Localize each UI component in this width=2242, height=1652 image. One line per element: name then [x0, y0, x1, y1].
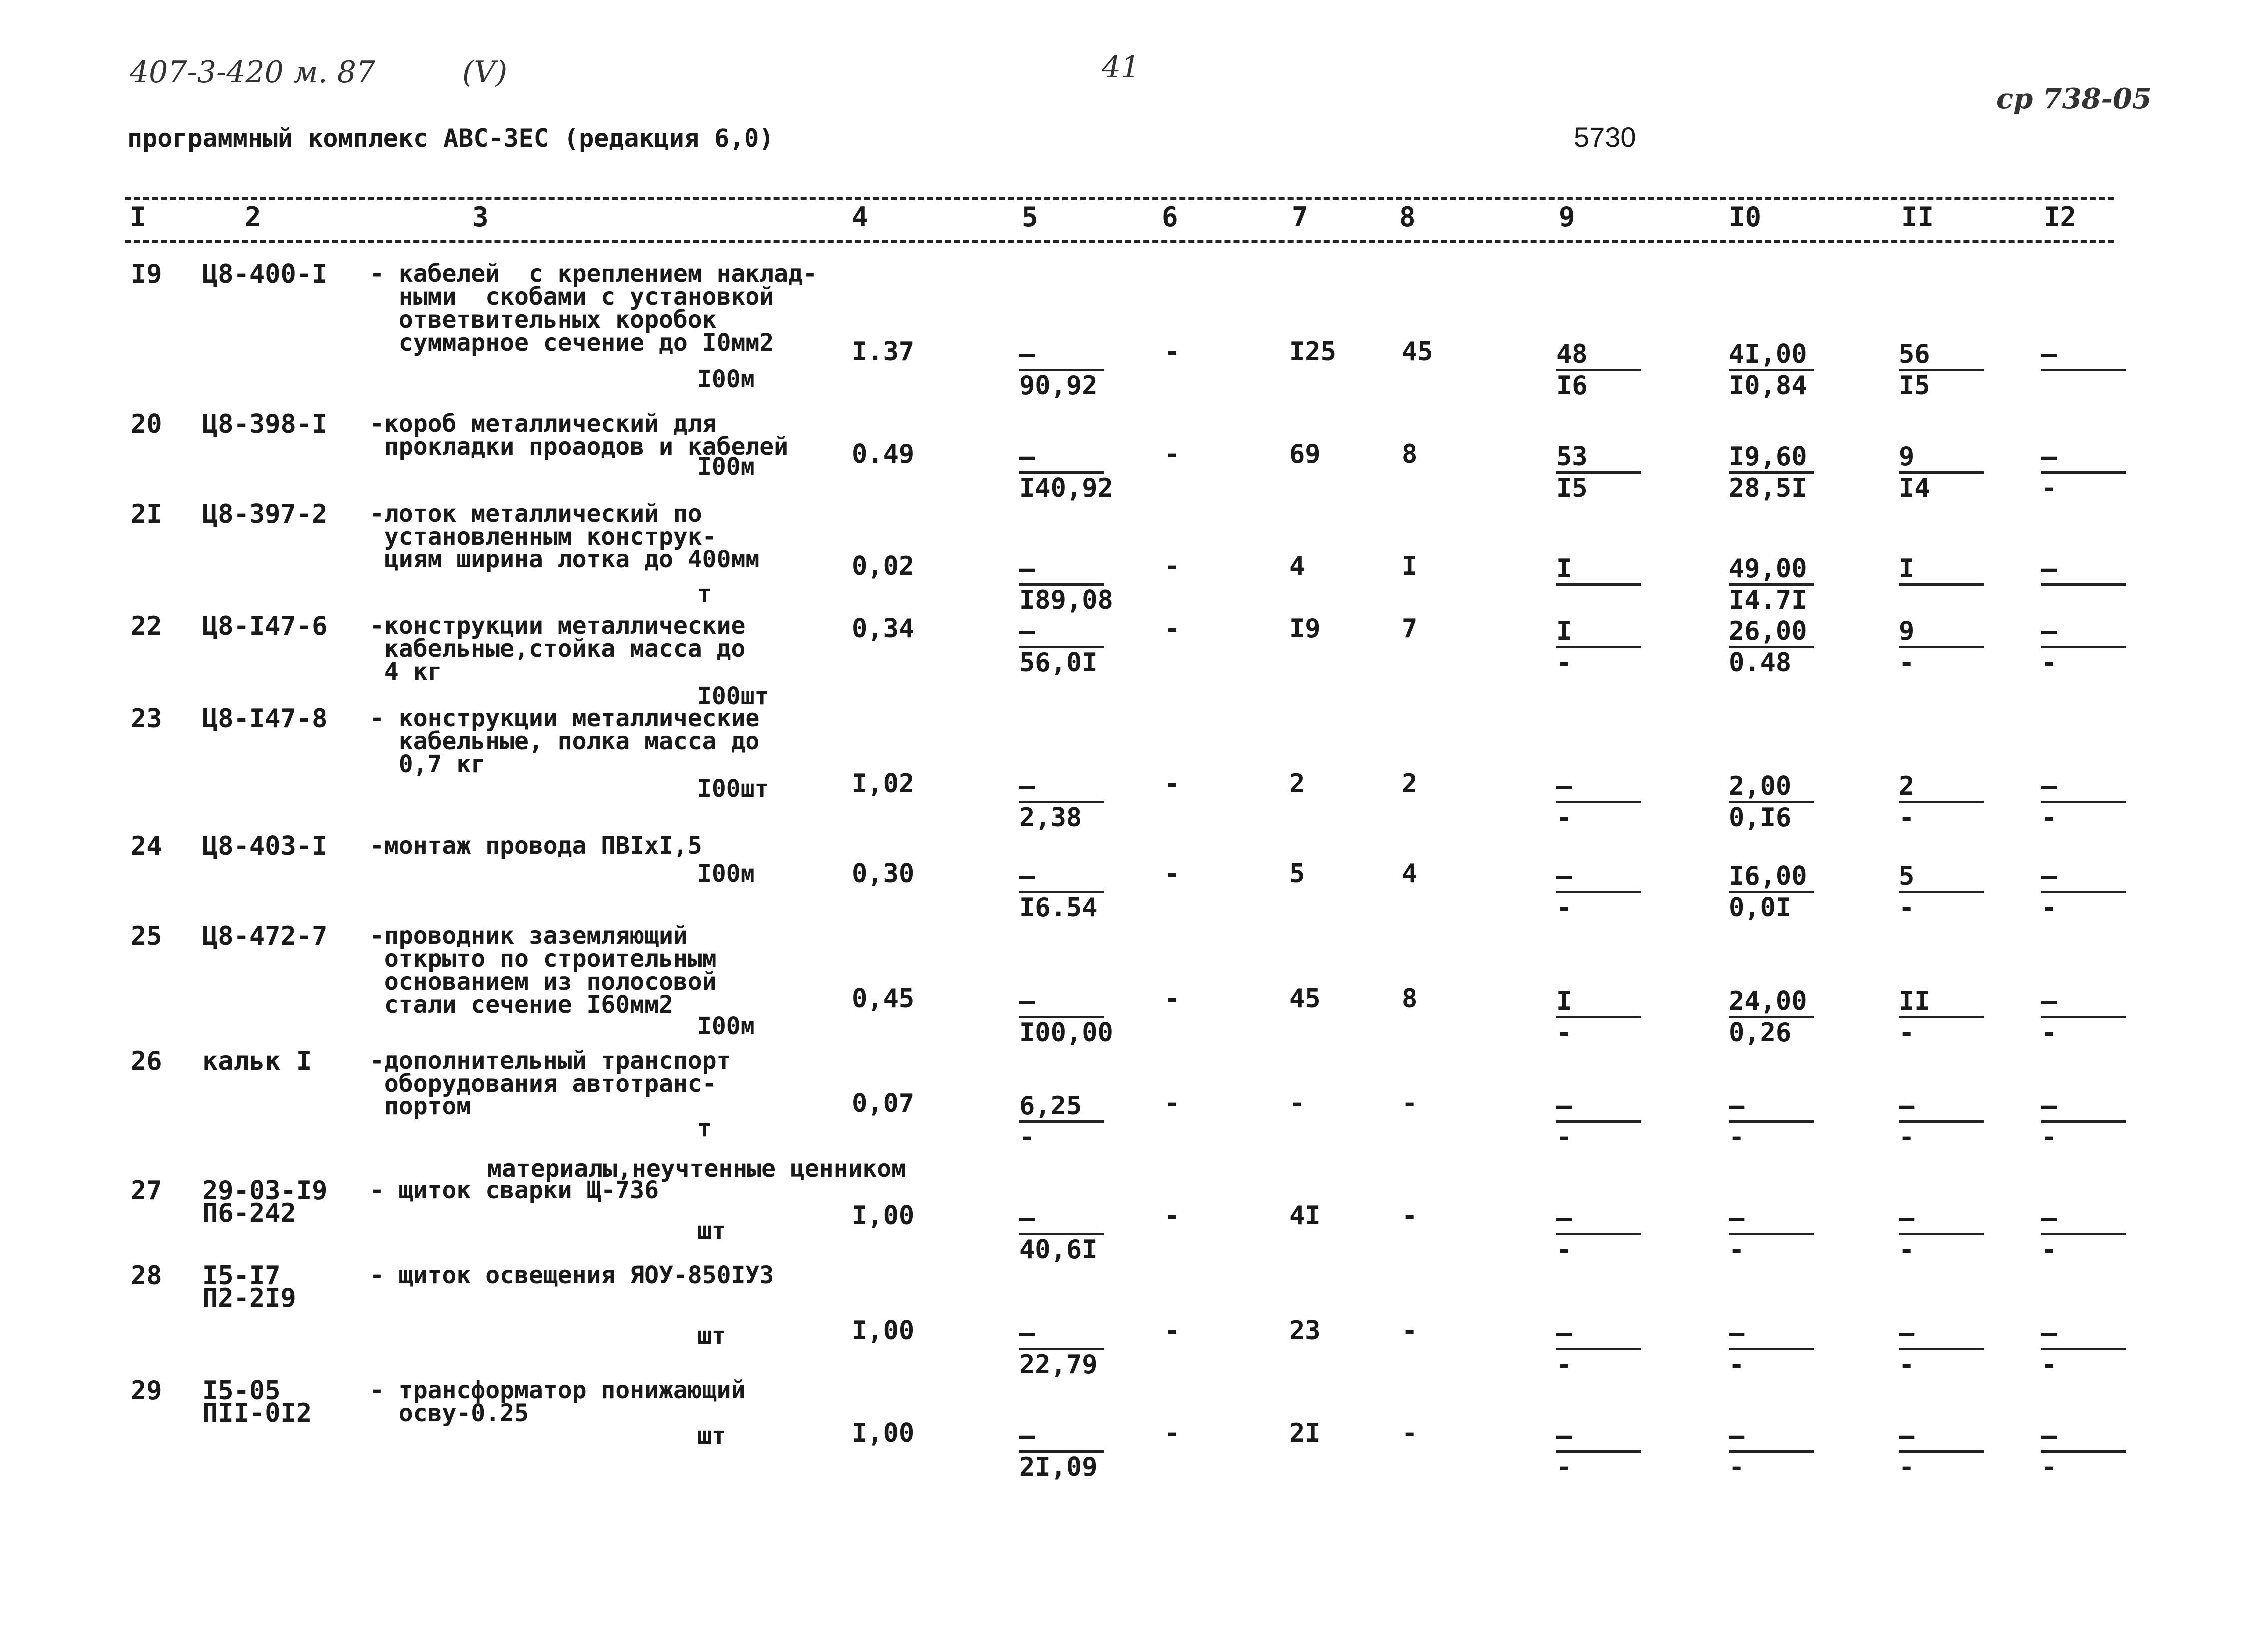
- unit-cost: [1019, 1319, 1104, 1379]
- col-9-value-denominator: I5: [1556, 473, 1588, 503]
- work-description: -короб металлический для прокладки проаодов и кабелей: [370, 410, 789, 461]
- document-code: 407-3-420 м. 87: [130, 55, 376, 90]
- col-10-value-denominator: I4.7I: [1729, 585, 1807, 615]
- col-7-value: 69: [1289, 439, 1321, 469]
- col-8-value: -: [1402, 1418, 1418, 1448]
- col-6-value: -: [1164, 614, 1180, 644]
- unit-cost-numerator: –: [1019, 1421, 1104, 1453]
- col-9-value: [1556, 340, 1641, 400]
- norm-code: 29-03-I9: [202, 1176, 328, 1206]
- column-header-6: 6: [1162, 201, 1178, 233]
- col-11-value: [1899, 1204, 1984, 1264]
- col-11-value-numerator: –: [1899, 1092, 1984, 1123]
- col-12-value-denominator: -: [2041, 1350, 2057, 1380]
- col-11-value-numerator: –: [1899, 1421, 1984, 1453]
- col-10-value-numerator: –: [1729, 1319, 1814, 1350]
- col-9-value-denominator: -: [1556, 648, 1572, 678]
- col-12-value-denominator: -: [2041, 1018, 2057, 1048]
- norm-code: Ц8-I47-6: [202, 611, 328, 641]
- col-9-value-numerator: I: [1556, 617, 1641, 648]
- col-9-value-denominator: [1556, 586, 1641, 615]
- col-10-value-denominator: 0,I6: [1729, 803, 1792, 833]
- revision-mark: (V): [462, 55, 508, 90]
- row-number: 27: [131, 1176, 162, 1206]
- quantity: 0.49: [852, 439, 915, 469]
- col-12-value-numerator: –: [2041, 617, 2126, 648]
- col-11-value-denominator: -: [1899, 1018, 1915, 1048]
- col-10-value-denominator: -: [1729, 1350, 1745, 1380]
- header-rule-bottom: [125, 240, 2114, 243]
- column-header-4: 4: [852, 201, 868, 233]
- col-11-value-denominator: -: [1899, 648, 1915, 678]
- quantity: I.37: [852, 337, 915, 367]
- quantity: 0,07: [852, 1089, 915, 1118]
- col-9-value-numerator: –: [1556, 1421, 1641, 1453]
- unit-cost-numerator: 6,25: [1019, 1092, 1104, 1123]
- col-9-value: [1556, 1319, 1641, 1379]
- col-10-value: [1729, 1319, 1814, 1379]
- col-8-value: 8: [1402, 984, 1418, 1014]
- col-7-value: 2I: [1289, 1418, 1321, 1448]
- col-10-value-numerator: 24,00: [1729, 987, 1814, 1018]
- col-12-value-denominator: -: [2041, 1122, 2057, 1152]
- col-7-value: -: [1289, 1089, 1305, 1118]
- col-10-value-denominator: -: [1729, 1235, 1745, 1265]
- quantity: I,00: [852, 1316, 915, 1346]
- col-12-value: [2041, 862, 2126, 922]
- col-8-value: 8: [1402, 439, 1418, 469]
- column-header-11: II: [1901, 201, 1934, 233]
- col-11-value-numerator: –: [1899, 1204, 1984, 1235]
- row-number: I9: [131, 259, 162, 289]
- col-12-value: [2041, 987, 2126, 1047]
- norm-code: Ц8-472-7: [202, 921, 328, 951]
- unit-cost: [1019, 617, 1104, 677]
- col-10-value: [1729, 617, 1814, 677]
- col-9-value-denominator: -: [1556, 803, 1572, 833]
- column-header-1: I: [130, 201, 146, 233]
- col-10-value-numerator: I9,60: [1729, 442, 1814, 474]
- col-8-value: -: [1402, 1201, 1418, 1231]
- col-12-value: [2041, 1092, 2126, 1152]
- col-9-value: [1556, 1204, 1641, 1264]
- column-header-10: I0: [1729, 201, 1762, 233]
- col-12-value-denominator: -: [2041, 803, 2057, 833]
- col-10-value-numerator: –: [1729, 1204, 1814, 1235]
- col-11-value-numerator: –: [1899, 1319, 1984, 1350]
- col-11-value-denominator: -: [1899, 1452, 1915, 1482]
- col-11-value: [1899, 554, 1984, 615]
- unit-of-measure: шт: [697, 1217, 726, 1245]
- col-9-value-denominator: -: [1556, 1122, 1572, 1152]
- col-7-value: 5: [1289, 859, 1305, 889]
- col-10-value: [1729, 1204, 1814, 1264]
- col-10-value-numerator: 26,00: [1729, 617, 1814, 648]
- unit-cost: [1019, 1204, 1104, 1264]
- col-12-value-denominator: -: [2041, 893, 2057, 923]
- col-10-value-denominator: 0,26: [1729, 1018, 1792, 1048]
- col-10-value: [1729, 1092, 1814, 1152]
- col-9-value: [1556, 442, 1641, 503]
- quantity: I,00: [852, 1418, 915, 1448]
- col-9-value-denominator: I6: [1556, 371, 1588, 401]
- row-number: 20: [131, 409, 162, 439]
- unit-cost: [1019, 340, 1104, 400]
- col-11-value-numerator: 2: [1899, 772, 1984, 803]
- column-header-9: 9: [1559, 201, 1575, 233]
- col-9-value: [1556, 1421, 1641, 1482]
- col-11-value-denominator: I4: [1899, 473, 1930, 503]
- col-12-value: [2041, 772, 2126, 832]
- col-12-value-denominator: -: [2041, 648, 2057, 678]
- work-description: - щиток освещения ЯОУ-850IУ3: [370, 1261, 774, 1289]
- col-12-value-denominator: [2041, 371, 2126, 400]
- quantity: 0,34: [852, 614, 915, 644]
- col-9-value: [1556, 554, 1641, 615]
- col-11-value-numerator: 5: [1899, 862, 1984, 893]
- unit-of-measure: шт: [697, 1322, 726, 1350]
- col-11-value: [1899, 1319, 1984, 1379]
- unit-cost-denominator: I6.54: [1019, 893, 1098, 923]
- norm-code-secondary: П6-242: [202, 1198, 296, 1228]
- unit-cost: [1019, 986, 1113, 1048]
- col-12-value-numerator: –: [2041, 442, 2126, 474]
- quantity: 0,30: [852, 859, 915, 889]
- unit-cost-denominator: 40,6I: [1019, 1235, 1098, 1265]
- col-8-value: -: [1402, 1316, 1418, 1346]
- column-header-5: 5: [1022, 201, 1038, 233]
- work-description: -конструкции металлические кабельные,стойка масса до 4 кг: [370, 612, 746, 686]
- column-header-3: 3: [472, 201, 489, 233]
- unit-cost-numerator: –: [1019, 340, 1104, 371]
- unit-cost: [1019, 772, 1104, 832]
- column-header-2: 2: [245, 201, 261, 233]
- work-description: -проводник заземляющий открыто по строительным основанием из полосовой стали сечение I60мм2: [370, 922, 717, 1019]
- col-10-value-denominator: I0,84: [1729, 371, 1807, 401]
- work-description: - щиток сварки Щ-736: [370, 1176, 659, 1204]
- unit-cost: [1019, 442, 1113, 503]
- col-10-value: [1729, 554, 1814, 615]
- col-7-value: I9: [1289, 614, 1321, 644]
- col-9-value-numerator: I: [1556, 987, 1641, 1018]
- col-8-value: 45: [1402, 337, 1433, 367]
- col-9-value: [1556, 862, 1641, 922]
- program-title: программный комплекс АВС-3ЕС (редакция 6,0): [127, 124, 774, 153]
- norm-code: Ц8-I47-8: [202, 704, 328, 734]
- col-6-value: -: [1164, 859, 1180, 889]
- col-12-value: [2041, 554, 2126, 615]
- col-8-value: 4: [1402, 859, 1418, 889]
- work-description: -дополнительный транспорт оборудования автотранс- портом: [370, 1047, 731, 1120]
- header-rule-top: [125, 197, 2114, 200]
- col-6-value: -: [1164, 769, 1180, 799]
- col-12-value: [2041, 617, 2126, 677]
- row-number: 29: [131, 1376, 162, 1406]
- col-10-value-numerator: 2,00: [1729, 772, 1814, 803]
- col-9-value-numerator: I: [1556, 554, 1641, 586]
- unit-cost-denominator: -: [1019, 1122, 1035, 1152]
- quantity: 0,45: [852, 984, 915, 1014]
- col-10-value-numerator: 49,00: [1729, 554, 1814, 586]
- unit-of-measure: I00м: [697, 453, 755, 481]
- row-number: 22: [131, 611, 162, 641]
- col-10-value-numerator: I6,00: [1729, 862, 1814, 893]
- work-description: -монтаж провода ПВIхI,5: [370, 832, 702, 860]
- norm-code: I5-I7: [202, 1261, 281, 1291]
- col-10-value-denominator: 28,5I: [1729, 473, 1807, 503]
- row-number: 23: [131, 704, 162, 734]
- col-9-value-numerator: 48: [1556, 340, 1641, 371]
- col-6-value: -: [1164, 551, 1180, 581]
- unit-cost-denominator: 56,0I: [1019, 648, 1098, 678]
- col-9-value-numerator: –: [1556, 772, 1641, 803]
- col-6-value: -: [1164, 1201, 1180, 1231]
- unit-cost-denominator: I00,00: [1019, 1018, 1113, 1048]
- col-7-value: 4I: [1289, 1201, 1321, 1231]
- col-9-value-denominator: -: [1556, 1350, 1572, 1380]
- col-11-value: [1899, 987, 1984, 1047]
- col-12-value-numerator: –: [2041, 862, 2126, 893]
- row-number: 28: [131, 1261, 162, 1291]
- row-number: 25: [131, 921, 162, 951]
- work-description: - трансформатор понижающий осву-0.25: [370, 1376, 746, 1427]
- unit-of-measure: I00м: [697, 1012, 755, 1040]
- unit-of-measure: I00м: [697, 365, 755, 393]
- unit-of-measure: т: [697, 1114, 712, 1142]
- col-10-value-numerator: 4I,00: [1729, 340, 1814, 371]
- col-11-value: [1899, 862, 1984, 922]
- col-11-value: [1899, 772, 1984, 832]
- col-10-value-denominator: 0.48: [1729, 648, 1792, 678]
- unit-of-measure: шт: [697, 1422, 726, 1450]
- col-11-value: [1899, 340, 1984, 400]
- col-9-value: [1556, 1092, 1641, 1152]
- col-9-value-denominator: -: [1556, 1018, 1572, 1048]
- work-description: - кабелей с креплением наклад- ными скобами с установкой ответвительных коробок суммарное сечение до I0мм2: [370, 260, 817, 357]
- norm-code: Ц8-403-I: [202, 831, 328, 861]
- column-header-12: I2: [2044, 201, 2077, 233]
- col-9-value: [1556, 617, 1641, 677]
- col-6-value: -: [1164, 337, 1180, 367]
- col-11-value-denominator: -: [1899, 803, 1915, 833]
- col-6-value: -: [1164, 1316, 1180, 1346]
- col-6-value: -: [1164, 1089, 1180, 1118]
- col-11-value-numerator: 9: [1899, 442, 1984, 474]
- unit-cost-denominator: I40,92: [1019, 473, 1113, 503]
- col-12-value-numerator: –: [2041, 340, 2126, 371]
- col-12-value: [2041, 340, 2126, 400]
- col-11-value-denominator: [1899, 586, 1984, 615]
- unit-of-measure: I00м: [697, 860, 755, 888]
- column-header-8: 8: [1399, 201, 1416, 233]
- unit-cost-denominator: I89,08: [1019, 585, 1113, 615]
- col-10-value-denominator: -: [1729, 1452, 1745, 1482]
- col-9-value-denominator: -: [1556, 1235, 1572, 1265]
- col-8-value: 7: [1402, 614, 1418, 644]
- col-7-value: I25: [1289, 337, 1336, 367]
- unit-cost: [1019, 862, 1104, 922]
- col-6-value: -: [1164, 1418, 1180, 1448]
- col-12-value: [2041, 1319, 2126, 1379]
- col-7-value: 4: [1289, 551, 1305, 581]
- col-7-value: 45: [1289, 984, 1321, 1014]
- col-12-value-numerator: –: [2041, 554, 2126, 586]
- work-description: -лоток металлический по установленным конструк- циям ширина лотка до 400мм: [370, 500, 760, 573]
- col-10-value-numerator: –: [1729, 1092, 1814, 1123]
- col-12-value-numerator: –: [2041, 1092, 2126, 1123]
- sheet-number: 5730: [1574, 121, 1636, 153]
- unit-of-measure: т: [697, 580, 712, 608]
- col-12-value: [2041, 442, 2126, 503]
- quantity: 0,02: [852, 551, 915, 581]
- col-11-value-denominator: -: [1899, 1122, 1915, 1152]
- col-12-value-denominator: [2041, 586, 2126, 615]
- col-8-value: -: [1402, 1089, 1418, 1118]
- norm-code: Ц8-400-I: [202, 259, 328, 289]
- unit-cost: [1019, 1092, 1104, 1152]
- col-8-value: I: [1402, 551, 1418, 581]
- col-7-value: 23: [1289, 1316, 1321, 1346]
- col-12-value-numerator: –: [2041, 772, 2126, 803]
- col-9-value-numerator: –: [1556, 1319, 1641, 1350]
- quantity: I,00: [852, 1201, 915, 1231]
- col-11-value: [1899, 442, 1984, 503]
- col-12-value-numerator: –: [2041, 1319, 2126, 1350]
- col-11-value-denominator: -: [1899, 893, 1915, 923]
- col-12-value-denominator: -: [2041, 473, 2057, 503]
- col-9-value-numerator: –: [1556, 1204, 1641, 1235]
- col-11-value-denominator: -: [1899, 1350, 1915, 1380]
- col-11-value: [1899, 617, 1984, 677]
- col-10-value: [1729, 340, 1814, 400]
- col-11-value-numerator: 9: [1899, 617, 1984, 648]
- col-12-value-numerator: –: [2041, 987, 2126, 1018]
- unit-cost: [1019, 1421, 1104, 1482]
- col-10-value: [1729, 987, 1814, 1047]
- norm-code-secondary: ПII-0I2: [202, 1398, 312, 1428]
- row-number: 26: [131, 1046, 162, 1076]
- unit-cost-numerator: –: [1019, 772, 1104, 803]
- quantity: I,02: [852, 769, 915, 799]
- col-9-value: [1556, 987, 1641, 1047]
- col-12-value: [2041, 1421, 2126, 1482]
- col-11-value-numerator: II: [1899, 987, 1984, 1018]
- col-12-value-denominator: -: [2041, 1452, 2057, 1482]
- unit-cost-numerator: –: [1019, 442, 1104, 474]
- page-number: 41: [1102, 50, 1140, 85]
- col-10-value: [1729, 862, 1814, 922]
- col-10-value-denominator: -: [1729, 1122, 1745, 1152]
- col-12-value-numerator: –: [2041, 1421, 2126, 1453]
- col-10-value: [1729, 442, 1814, 503]
- col-11-value-denominator: -: [1899, 1235, 1915, 1265]
- unit-of-measure: I00шт: [697, 775, 769, 803]
- unit-cost-denominator: 2I,09: [1019, 1452, 1098, 1482]
- col-9-value-denominator: -: [1556, 893, 1572, 923]
- col-11-value: [1899, 1092, 1984, 1152]
- col-9-value-numerator: –: [1556, 862, 1641, 893]
- column-header-7: 7: [1292, 201, 1308, 233]
- col-12-value: [2041, 1204, 2126, 1264]
- col-11-value-denominator: I5: [1899, 371, 1930, 401]
- col-10-value-denominator: 0,0I: [1729, 893, 1792, 923]
- corner-code: ср 738-05: [1996, 82, 2152, 115]
- unit-cost-numerator: –: [1019, 987, 1104, 1018]
- norm-code-secondary: П2-2I9: [202, 1283, 296, 1313]
- unit-cost-denominator: 2,38: [1019, 803, 1082, 833]
- unit-cost-numerator: –: [1019, 617, 1104, 648]
- unit-cost: [1019, 554, 1113, 615]
- work-description: - конструкции металлические кабельные, полка масса до 0,7 кг: [370, 704, 760, 778]
- col-10-value: [1729, 1421, 1814, 1482]
- norm-code: I5-05: [202, 1376, 281, 1406]
- unit-of-measure: I00шт: [697, 682, 769, 710]
- unit-cost-numerator: –: [1019, 1204, 1104, 1235]
- col-9-value: [1556, 772, 1641, 832]
- row-number: 2I: [131, 499, 162, 529]
- section-materials-title: материалы,неучтенные ценником: [487, 1155, 906, 1183]
- unit-cost-denominator: 22,79: [1019, 1350, 1098, 1380]
- col-11-value-numerator: I: [1899, 554, 1984, 586]
- col-12-value-numerator: –: [2041, 1204, 2126, 1235]
- col-11-value: [1899, 1421, 1984, 1482]
- col-9-value-denominator: -: [1556, 1452, 1572, 1482]
- row-number: 24: [131, 831, 162, 861]
- col-9-value-numerator: 53: [1556, 442, 1641, 474]
- col-9-value-numerator: –: [1556, 1092, 1641, 1123]
- unit-cost-numerator: –: [1019, 1319, 1104, 1350]
- col-6-value: -: [1164, 439, 1180, 469]
- col-12-value-denominator: -: [2041, 1235, 2057, 1265]
- norm-code: кальк I: [202, 1046, 312, 1076]
- col-10-value: [1729, 772, 1814, 832]
- norm-code: Ц8-398-I: [202, 409, 328, 439]
- col-8-value: 2: [1402, 769, 1418, 799]
- col-10-value-numerator: –: [1729, 1421, 1814, 1453]
- unit-cost-denominator: 90,92: [1019, 371, 1098, 401]
- unit-cost-numerator: –: [1019, 862, 1104, 893]
- norm-code: Ц8-397-2: [202, 499, 328, 529]
- col-7-value: 2: [1289, 769, 1305, 799]
- col-6-value: -: [1164, 984, 1180, 1014]
- unit-cost-numerator: –: [1019, 554, 1104, 586]
- col-11-value-numerator: 56: [1899, 340, 1984, 371]
